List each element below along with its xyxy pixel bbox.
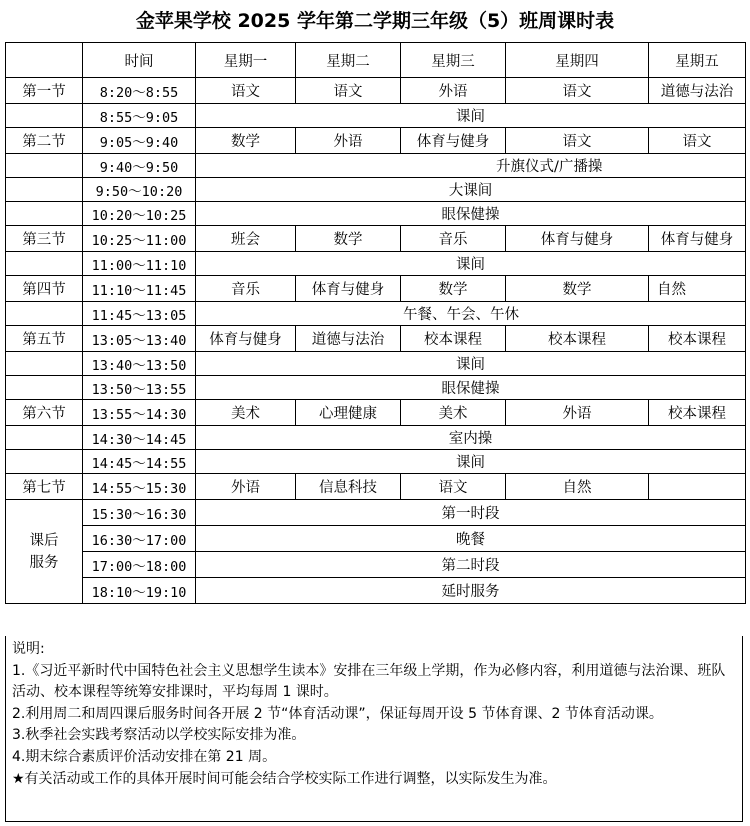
time-cell: 14:30～14:45 xyxy=(83,426,196,450)
period-label xyxy=(6,426,83,450)
subject-cell: 数学 xyxy=(506,276,649,302)
subject-cell: 校本课程 xyxy=(649,400,746,426)
subject-cell: 信息科技 xyxy=(296,474,401,500)
break-row xyxy=(6,202,746,226)
lesson-row xyxy=(6,78,746,104)
subject-cell: 道德与法治 xyxy=(296,326,401,352)
period-label: 第五节 xyxy=(6,326,83,352)
lesson-row xyxy=(6,400,746,426)
activity-cell: 午餐、午会、午休 xyxy=(196,302,746,326)
period-label: 第六节 xyxy=(6,400,83,426)
subject-cell: 语文 xyxy=(196,78,296,104)
subject-cell: 外语 xyxy=(401,78,506,104)
time-cell: 13:55～14:30 xyxy=(83,400,196,426)
time-cell: 8:55～9:05 xyxy=(83,104,196,128)
time-cell: 11:10～11:45 xyxy=(83,276,196,302)
subject-cell: 音乐 xyxy=(196,276,296,302)
period-label xyxy=(6,178,83,202)
note-item: 2.利用周二和周四课后服务时间各开展 2 节“体育活动课”，保证每周开设 5 节体育课、2 节体育活动课。 xyxy=(12,705,663,722)
subject-cell: 体育与健身 xyxy=(506,226,649,252)
subject-cell: 道德与法治 xyxy=(649,78,746,104)
subject-cell: 语文 xyxy=(296,78,401,104)
activity-cell: 升旗仪式/广播操 xyxy=(196,154,746,178)
header-cell-period xyxy=(6,43,83,78)
subject-cell: 数学 xyxy=(401,276,506,302)
page-title: 金苹果学校 2025 学年第二学期三年级（5）班周课时表 xyxy=(135,10,615,32)
subject-cell: 数学 xyxy=(296,226,401,252)
break-row xyxy=(6,352,746,376)
time-cell: 8:20～8:55 xyxy=(83,78,196,104)
break-row xyxy=(6,302,746,326)
header-cell-thursday: 星期四 xyxy=(506,43,649,78)
time-cell: 14:55～15:30 xyxy=(83,474,196,500)
lesson-row xyxy=(6,326,746,352)
activity-cell: 第二时段 xyxy=(196,552,746,578)
subject-cell: 语文 xyxy=(506,128,649,154)
subject-cell: 校本课程 xyxy=(649,326,746,352)
activity-cell: 室内操 xyxy=(196,426,746,450)
activity-cell: 第一时段 xyxy=(196,500,746,526)
note-item: 4.期末综合素质评价活动安排在第 21 周。 xyxy=(12,748,277,765)
subject-cell: 音乐 xyxy=(401,226,506,252)
activity-cell: 延时服务 xyxy=(196,578,746,604)
time-cell: 18:10～19:10 xyxy=(83,578,196,604)
period-label xyxy=(6,202,83,226)
subject-cell: 语文 xyxy=(506,78,649,104)
subject-cell: 校本课程 xyxy=(401,326,506,352)
subject-cell: 美术 xyxy=(196,400,296,426)
subject-cell: 班会 xyxy=(196,226,296,252)
lesson-row xyxy=(6,474,746,500)
lesson-row xyxy=(6,276,746,302)
period-label: 第三节 xyxy=(6,226,83,252)
subject-cell: 体育与健身 xyxy=(296,276,401,302)
break-row xyxy=(6,376,746,400)
after-school-label-line2: 服务 xyxy=(29,554,59,571)
lesson-row xyxy=(6,128,746,154)
time-cell: 13:50～13:55 xyxy=(83,376,196,400)
time-cell: 10:25～11:00 xyxy=(83,226,196,252)
activity-cell: 课间 xyxy=(196,252,746,276)
note-item: 1.《习近平新时代中国特色社会主义思想学生读本》安排在三年级上学期，作为必修内容，利用道德与法治课、班队活动、校本课程等统筹安排课时，平均每周 1 课时。 xyxy=(12,662,726,701)
header-cell-monday: 星期一 xyxy=(196,43,296,78)
time-cell: 11:00～11:10 xyxy=(83,252,196,276)
time-cell: 10:20～10:25 xyxy=(83,202,196,226)
period-label xyxy=(6,302,83,326)
break-row xyxy=(6,450,746,474)
period-label xyxy=(6,450,83,474)
activity-cell: 眼保健操 xyxy=(196,376,746,400)
after-school-row xyxy=(6,552,746,578)
after-school-row xyxy=(6,578,746,604)
activity-cell: 眼保健操 xyxy=(196,202,746,226)
break-row xyxy=(6,154,746,178)
subject-cell: 外语 xyxy=(506,400,649,426)
time-cell: 15:30～16:30 xyxy=(83,500,196,526)
time-cell: 9:40～9:50 xyxy=(83,154,196,178)
time-cell: 9:05～9:40 xyxy=(83,128,196,154)
after-school-row xyxy=(6,500,746,526)
period-label: 第二节 xyxy=(6,128,83,154)
header-cell-tuesday: 星期二 xyxy=(296,43,401,78)
period-label xyxy=(6,352,83,376)
subject-cell: 体育与健身 xyxy=(401,128,506,154)
subject-cell: 体育与健身 xyxy=(649,226,746,252)
subject-cell: 自然 xyxy=(506,474,649,500)
header-cell-time: 时间 xyxy=(83,43,196,78)
break-row xyxy=(6,178,746,202)
break-row xyxy=(6,104,746,128)
activity-cell: 晚餐 xyxy=(196,526,746,552)
header-row xyxy=(6,43,746,78)
break-row xyxy=(6,426,746,450)
after-school-row xyxy=(6,526,746,552)
subject-cell: 心理健康 xyxy=(296,400,401,426)
activity-cell: 课间 xyxy=(196,104,746,128)
time-cell: 14:45～14:55 xyxy=(83,450,196,474)
time-cell: 9:50～10:20 xyxy=(83,178,196,202)
notes-box xyxy=(5,636,743,822)
period-label xyxy=(6,252,83,276)
subject-cell: 数学 xyxy=(196,128,296,154)
subject-cell: 语文 xyxy=(401,474,506,500)
period-label: 第七节 xyxy=(6,474,83,500)
time-cell: 17:00～18:00 xyxy=(83,552,196,578)
period-label: 第一节 xyxy=(6,78,83,104)
subject-cell: 校本课程 xyxy=(506,326,649,352)
period-label xyxy=(6,104,83,128)
period-label xyxy=(6,376,83,400)
time-cell: 11:45～13:05 xyxy=(83,302,196,326)
time-cell: 16:30～17:00 xyxy=(83,526,196,552)
after-school-label xyxy=(6,500,83,604)
break-row xyxy=(6,252,746,276)
note-item-star: ★有关活动或工作的具体开展时间可能会结合学校实际工作进行调整，以实际发生为准。 xyxy=(12,770,557,787)
subject-cell xyxy=(649,474,746,500)
activity-cell: 课间 xyxy=(196,450,746,474)
subject-cell: 外语 xyxy=(196,474,296,500)
subject-cell: 体育与健身 xyxy=(196,326,296,352)
time-cell: 13:40～13:50 xyxy=(83,352,196,376)
header-cell-friday: 星期五 xyxy=(649,43,746,78)
after-school-label-line1: 课后 xyxy=(29,532,59,549)
subject-cell: 外语 xyxy=(296,128,401,154)
activity-cell: 大课间 xyxy=(196,178,746,202)
period-label xyxy=(6,154,83,178)
header-cell-wednesday: 星期三 xyxy=(401,43,506,78)
time-cell: 13:05～13:40 xyxy=(83,326,196,352)
activity-cell: 课间 xyxy=(196,352,746,376)
note-item: 3.秋季社会实践考察活动以学校实际安排为准。 xyxy=(12,727,306,744)
period-label: 第四节 xyxy=(6,276,83,302)
notes-heading: 说明: xyxy=(12,641,45,657)
timetable xyxy=(5,42,746,604)
lesson-row xyxy=(6,226,746,252)
subject-cell: 美术 xyxy=(401,400,506,426)
subject-cell: 自然 xyxy=(649,276,746,302)
subject-cell: 语文 xyxy=(649,128,746,154)
